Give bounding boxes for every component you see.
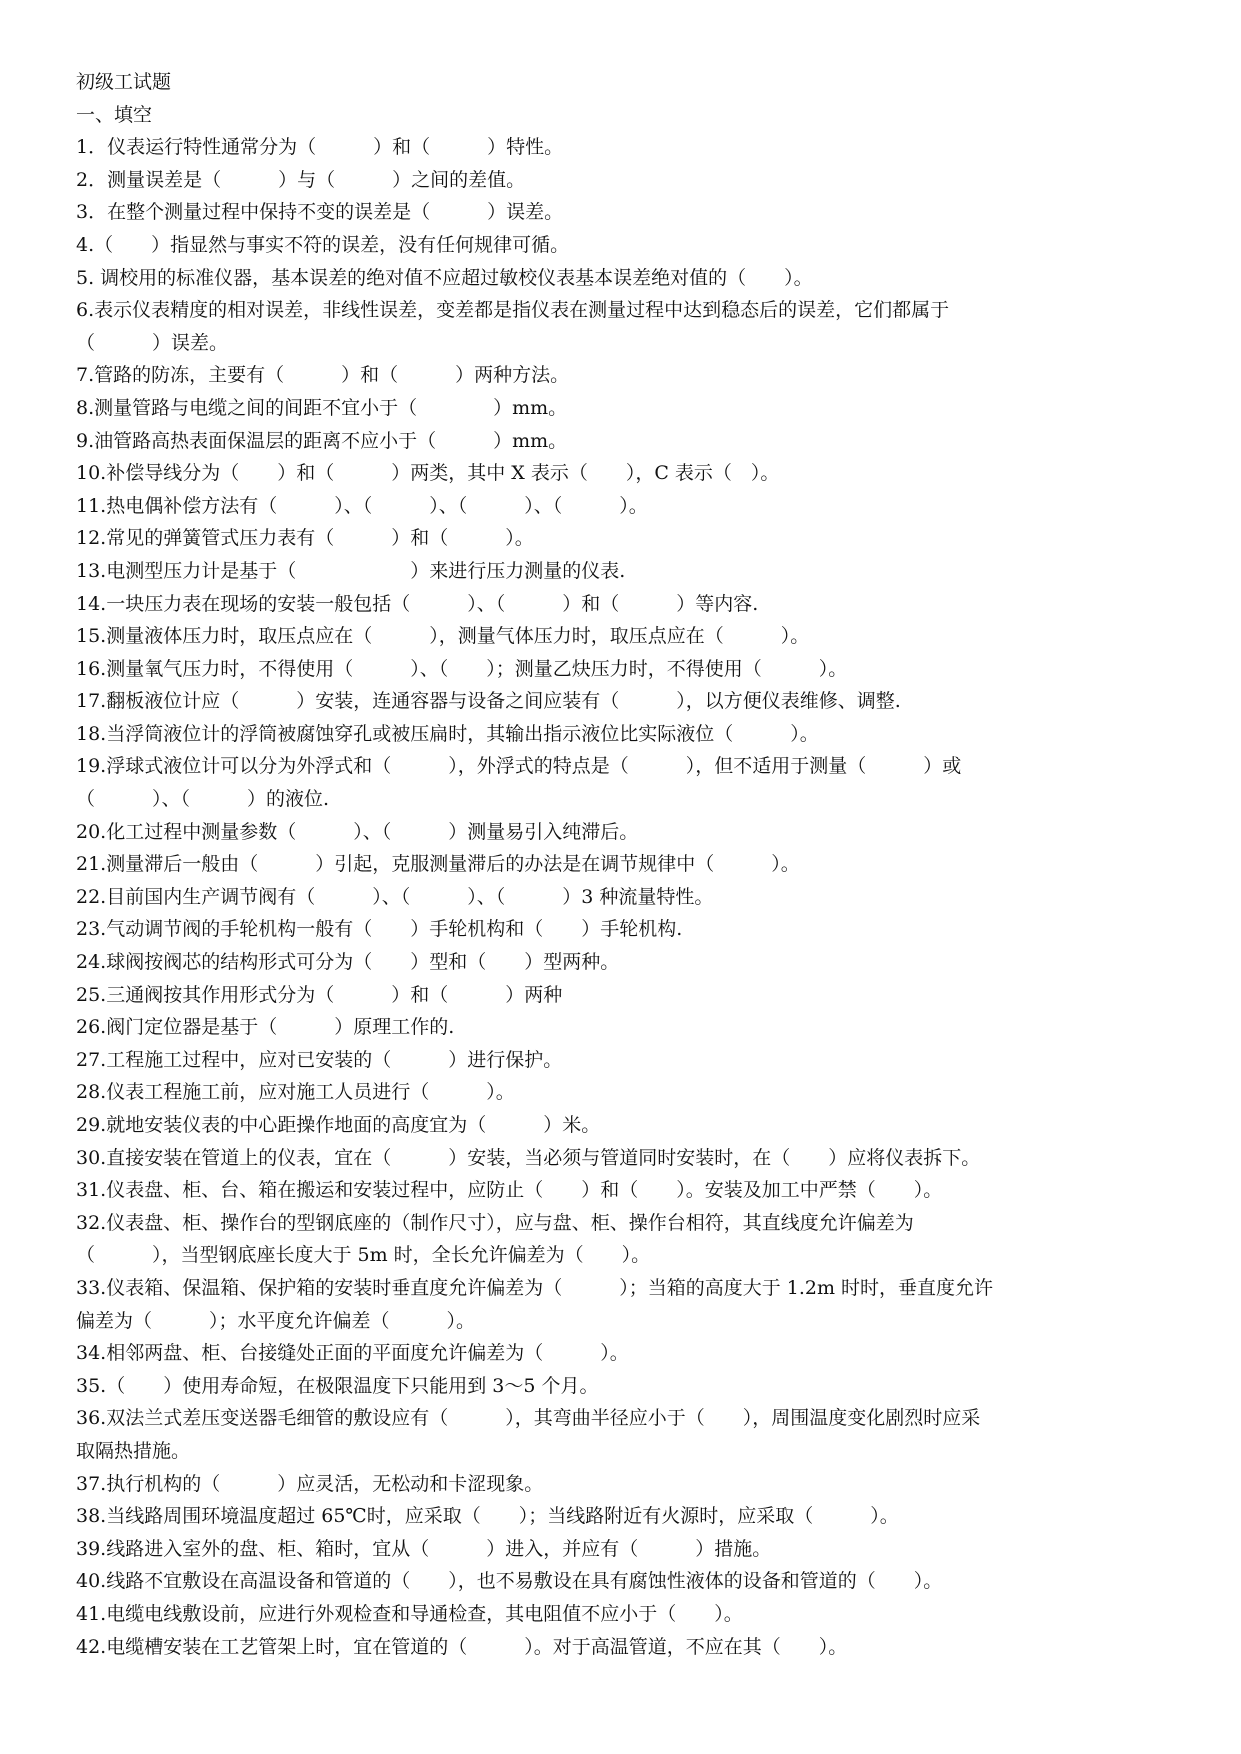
question-text-line: 18.当浮筒液位计的浮筒被腐蚀穿孔或被压扁时，其输出指示液位比实际液位（ ）。 [76,722,819,745]
question-text-line: 3．在整个测量过程中保持不变的误差是（ ）误差。 [76,201,564,224]
question-item [76,425,1116,458]
question-item [76,816,1116,849]
question-text-line: 21.测量滞后一般由（ ）引起，克服测量滞后的办法是在调节规律中（ ）。 [76,853,800,876]
question-text-line: 39.线路进入室外的盘、柜、箱时，宜从（ ）进入，并应有（ ）措施。 [76,1537,772,1560]
question-text-line: 5. 调校用的标准仪器，基本误差的绝对值不应超过敏校仪表基本误差绝对值的（ ）。 [76,266,813,289]
question-text-line: 28.仪表工程施工前，应对施工人员进行（ ）。 [76,1081,515,1104]
question-item [76,164,1116,197]
question-text-line: 12.常见的弹簧管式压力表有（ ）和（ ）。 [76,527,534,550]
question-item [76,131,1116,164]
question-text-line: 30.直接安装在管道上的仪表，宜在（ ）安装，当必须与管道同时安装时，在（ ）应将仪表拆下。 [76,1146,981,1169]
question-text-line: 9.油管路高热表面保温层的距离不应小于（ ）mm。 [76,429,568,452]
question-item [76,1174,1116,1207]
question-text-line: （ ）、（ ）的液位. [76,788,330,811]
question-text-line: 17.翻板液位计应（ ）安装，连通容器与设备之间应装有（ ），以方便仪表维修、调整. [76,690,901,713]
question-item [76,457,1116,490]
question-item [76,1500,1116,1533]
question-text-line: 23.气动调节阀的手轮机构一般有（ ）手轮机构和（ ）手轮机构. [76,918,683,941]
question-text-line: 42.电缆槽安装在工艺管架上时，宜在管道的（ ）。对于高温管道，不应在其（ ）。 [76,1635,848,1658]
question-text-line: 40.线路不宜敷设在高温设备和管道的（ ），也不易敷设在具有腐蚀性液体的设备和管道的（ ）。 [76,1570,943,1593]
question-item [76,522,1116,555]
question-item [76,1533,1116,1566]
question-text-line: 16.测量氧气压力时，不得使用（ ）、（ ）；测量乙炔压力时，不得使用（ ）。 [76,657,848,680]
question-item [76,946,1116,979]
question-text-line: 25.三通阀按其作用形式分为（ ）和（ ）两种 [76,983,563,1006]
question-text-line: 35.（ ）使用寿命短，在极限温度下只能用到 3～5 个月。 [76,1374,599,1397]
question-text-line: 31.仪表盘、柜、台、箱在搬运和安装过程中，应防止（ ）和（ ）。安装及加工中严禁（ ）。 [76,1179,943,1202]
question-item [76,392,1116,425]
question-item [76,1631,1116,1664]
question-text-line: 24.球阀按阀芯的结构形式可分为（ ）型和（ ）型两种。 [76,951,620,974]
question-text-line: 6.表示仪表精度的相对误差，非线性误差，变差都是指仪表在测量过程中达到稳态后的误差，它们都属于 [76,299,950,322]
question-item [76,1272,1116,1337]
question-text-line: 38.当线路周围环境温度超过 65℃时，应采取（ ）；当线路附近有火源时，应采取（ ）。 [76,1505,899,1528]
question-item [76,359,1116,392]
question-item [76,196,1116,229]
question-text-line: 1．仪表运行特性通常分为（ ）和（ ）特性。 [76,136,564,159]
question-item [76,588,1116,621]
question-text-line: 取隔热措施。 [76,1439,191,1462]
question-item [76,262,1116,295]
question-list [76,131,1116,1663]
question-text-line: （ ）误差。 [76,331,229,354]
question-item [76,555,1116,588]
question-item [76,620,1116,653]
question-item [76,1337,1116,1370]
question-text-line: 34.相邻两盘、柜、台接缝处正面的平面度允许偏差为（ ）。 [76,1342,629,1365]
question-item [76,1565,1116,1598]
question-text-line: 41.电缆电线敷设前，应进行外观检查和导通检查，其电阻值不应小于（ ）。 [76,1602,743,1625]
question-text-line: 27.工程施工过程中，应对已安装的（ ）进行保护。 [76,1048,563,1071]
question-text-line: 11.热电偶补偿方法有（ ）、（ ）、（ ）、（ ）。 [76,494,648,517]
question-text-line: 8.测量管路与电缆之间的间距不宜小于（ ）mm。 [76,396,568,419]
question-text-line: （ ），当型钢底座长度大于 5m 时，全长允许偏差为（ ）。 [76,1244,651,1267]
question-text-line: 偏差为（ ）；水平度允许偏差（ ）。 [76,1309,476,1332]
question-text-line: 29.就地安装仪表的中心距操作地面的高度宜为（ ）米。 [76,1114,601,1136]
question-item [76,490,1116,523]
question-text-line: 33.仪表箱、保温箱、保护箱的安装时垂直度允许偏差为（ ）；当箱的高度大于 1.2m 时时，垂直度允许 [76,1276,994,1299]
question-text-line: 13.电测型压力计是基于（ ）来进行压力测量的仪表. [76,559,626,582]
question-item [76,881,1116,914]
question-item [76,1402,1116,1467]
section-heading: 一、填空 [76,103,153,126]
question-item [76,913,1116,946]
question-item [76,229,1116,262]
page-title: 初级工试题 [76,71,172,93]
question-item [76,1468,1116,1501]
question-text-line: 14.一块压力表在现场的安装一般包括（ ）、（ ）和（ ）等内容. [76,592,759,615]
question-item [76,1076,1116,1109]
question-text-line: 2．测量误差是（ ）与（ ）之间的差值。 [76,168,526,191]
question-text-line: 22.目前国内生产调节阀有（ ）、（ ）、（ ）3 种流量特性。 [76,885,714,908]
question-item [76,750,1116,815]
question-text-line: 20.化工过程中测量参数（ ）、（ ）测量易引入纯滞后。 [76,820,639,843]
question-text-line: 19.浮球式液位计可以分为外浮式和（ ），外浮式的特点是（ ），但不适用于测量（ ）或 [76,755,962,778]
question-text-line: 26.阀门定位器是基于（ ）原理工作的. [76,1016,455,1039]
question-item [76,1044,1116,1077]
question-item [76,294,1116,359]
question-text-line: 36.双法兰式差压变送器毛细管的敷设应有（ ），其弯曲半径应小于（ ），周围温度变化剧烈时应采 [76,1407,981,1430]
question-text-line: 37.执行机构的（ ）应灵活，无松动和卡涩现象。 [76,1472,544,1495]
question-item [76,1207,1116,1272]
question-item [76,979,1116,1012]
question-item [76,1370,1116,1403]
question-item [76,1598,1116,1631]
question-item [76,1109,1116,1142]
question-item [76,685,1116,718]
question-text-line: 15.测量液体压力时，取压点应在（ ），测量气体压力时，取压点应在（ ）。 [76,625,810,648]
question-text-line: 10.补偿导线分为（ ）和（ ）两类，其中 X 表示（ ），C 表示（ ）。 [76,462,780,485]
question-item [76,653,1116,686]
question-item [76,718,1116,751]
question-item [76,1142,1116,1175]
question-text-line: 32.仪表盘、柜、操作台的型钢底座的（制作尺寸），应与盘、柜、操作台相符，其直线度允许偏差为 [76,1211,914,1234]
question-item [76,848,1116,881]
document-body [76,66,1116,1663]
question-text-line: 4.（ ）指显然与事实不符的误差，没有任何规律可循。 [76,233,570,256]
question-item [76,1011,1116,1044]
question-text-line: 7.管路的防冻，主要有（ ）和（ ）两种方法。 [76,364,570,387]
